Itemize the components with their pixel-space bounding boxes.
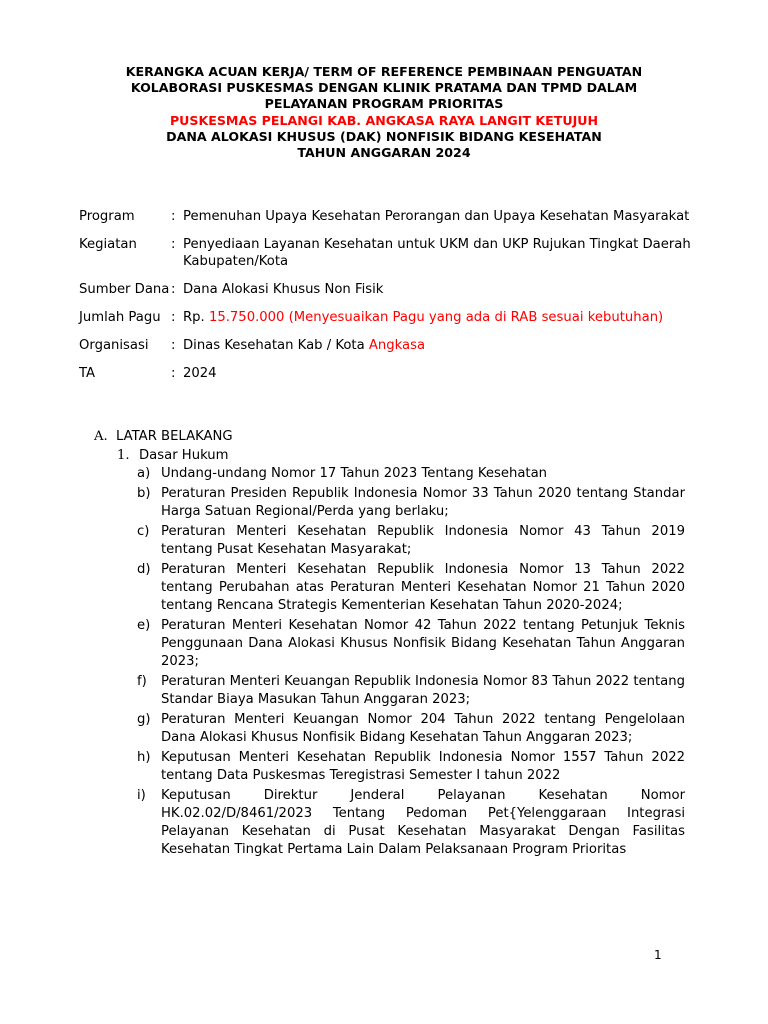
list-item-text: Peraturan Menteri Kesehatan Nomor 42 Tahun 2022 tentang Petunjuk Teknis Penggunaan Dana Alokasi Khusus Nonfisik Bidang Kesehatan Tahun Anggaran 2023; <box>161 618 685 669</box>
organisasi-highlight: Angkasa <box>368 338 426 353</box>
jumlah-pagu-value <box>183 309 699 326</box>
kegiatan-row <box>79 236 699 270</box>
title-line: DANA ALOKASI KHUSUS (DAK) NONFISIK BIDANG KESEHATAN <box>166 128 602 144</box>
kegiatan-value: Penyediaan Layanan Kesehatan untuk UKM dan UKP Rujukan Tingkat Daerah Kabupaten/Kota <box>183 237 691 269</box>
list-item <box>137 561 685 615</box>
section-marker: A. <box>94 429 108 444</box>
fiscal-year-line: TAHUN ANGGARAN 2024 <box>297 145 471 161</box>
puskesmas-name-line: PUSKESMAS PELANGI KAB. ANGKASA RAYA LANGIT KETUJUH <box>169 112 599 128</box>
legal-basis-list <box>137 465 685 861</box>
title-line: KERANGKA ACUAN KERJA/ TERM OF REFERENCE PEMBINAAN PENGUATAN <box>125 64 643 79</box>
colon: : <box>171 282 176 297</box>
sumber-dana-label: Sumber Dana <box>79 282 170 297</box>
list-item-text: Peraturan Menteri Keuangan Republik Indonesia Nomor 83 Tahun 2022 tentang Standar Biaya Masukan Tahun Anggaran 2023; <box>161 674 685 707</box>
subsection-1-heading <box>117 447 229 464</box>
list-item-marker: a) <box>137 466 151 481</box>
organisasi-text: Dinas Kesehatan Kab / Kota <box>183 338 365 353</box>
document-title <box>60 64 708 161</box>
subsection-marker: 1. <box>117 448 130 463</box>
list-item <box>137 673 685 709</box>
list-item-marker: c) <box>137 524 150 539</box>
list-item <box>137 465 685 483</box>
list-item-text: Keputusan Direktur Jenderal Pelayanan Kesehatan Nomor HK.02.02/D/8461/2023 Tentang Pedoman Pet{Yelenggaraan Integrasi Pelayanan Kesehatan di Pusat Kesehatan Masyarakat Dengan Fasilitas Kesehatan Tingkat Pertama Lain Dalam Pelaksanaan Program Prioritas <box>161 788 685 857</box>
colon: : <box>171 209 176 224</box>
list-item <box>137 485 685 521</box>
list-item <box>137 749 685 785</box>
title-line: PELAYANAN PROGRAM PRIORITAS <box>264 96 504 112</box>
program-row <box>79 208 699 225</box>
title-line: KOLABORASI PUSKESMAS DENGAN KLINIK PRATAMA DAN TPMD DALAM <box>130 80 638 96</box>
organisasi-label: Organisasi <box>79 338 149 353</box>
colon: : <box>171 310 176 325</box>
ta-row <box>79 365 699 382</box>
program-info <box>79 208 699 393</box>
list-item-marker: f) <box>137 674 147 689</box>
colon: : <box>171 366 176 381</box>
list-item-text: Peraturan Menteri Kesehatan Republik Indonesia Nomor 43 Tahun 2019 tentang Pusat Kesehatan Masyarakat; <box>161 524 685 557</box>
kegiatan-label: Kegiatan <box>79 237 137 252</box>
list-item-marker: i) <box>137 788 146 803</box>
program-label: Program <box>79 209 135 224</box>
jumlah-pagu-row <box>79 309 699 326</box>
list-item-text: Undang-undang Nomor 17 Tahun 2023 Tentang Kesehatan <box>161 466 548 481</box>
list-item-text: Peraturan Menteri Keuangan Nomor 204 Tahun 2022 tentang Pengelolaan Dana Alokasi Khusus Nonfisik Bidang Kesehatan Tahun Anggaran 2023; <box>161 712 685 745</box>
list-item-marker: d) <box>137 562 151 577</box>
organisasi-row <box>79 337 699 354</box>
currency-prefix: Rp. <box>183 310 205 325</box>
colon: : <box>171 338 176 353</box>
sumber-dana-row <box>79 281 699 298</box>
list-item <box>137 787 685 859</box>
organisasi-value <box>183 337 699 354</box>
budget-amount: 15.750.000 (Menyesuaikan Pagu yang ada di RAB sesuai kebutuhan) <box>208 310 664 325</box>
section-a-heading <box>94 428 233 445</box>
section-title: LATAR BELAKANG <box>116 429 233 444</box>
colon: : <box>171 237 176 252</box>
list-item <box>137 617 685 671</box>
list-item-text: Peraturan Presiden Republik Indonesia Nomor 33 Tahun 2020 tentang Standar Harga Satuan Regional/Perda yang berlaku; <box>161 486 685 519</box>
ta-label: TA <box>79 366 96 381</box>
ta-value: 2024 <box>183 366 217 381</box>
list-item-marker: h) <box>137 750 151 765</box>
list-item-marker: g) <box>137 712 151 727</box>
sumber-dana-value: Dana Alokasi Khusus Non Fisik <box>183 282 384 297</box>
list-item-marker: b) <box>137 486 151 501</box>
list-item <box>137 711 685 747</box>
subsection-title: Dasar Hukum <box>139 448 229 463</box>
program-value: Pemenuhan Upaya Kesehatan Perorangan dan Upaya Kesehatan Masyarakat <box>183 209 690 224</box>
list-item-text: Keputusan Menteri Kesehatan Republik Indonesia Nomor 1557 Tahun 2022 tentang Data Puskesmas Teregistrasi Semester I tahun 2022 <box>161 750 685 783</box>
list-item-marker: e) <box>137 618 151 633</box>
list-item <box>137 523 685 559</box>
page-number: 1 <box>654 948 662 962</box>
list-item-text: Peraturan Menteri Kesehatan Republik Indonesia Nomor 13 Tahun 2022 tentang Perubahan atas Peraturan Menteri Kesehatan Nomor 21 Tahun 2020 tentang Rencana Strategis Kementerian Kesehatan Tahun 2020-2024; <box>161 562 685 613</box>
jumlah-pagu-label: Jumlah Pagu <box>79 310 161 325</box>
